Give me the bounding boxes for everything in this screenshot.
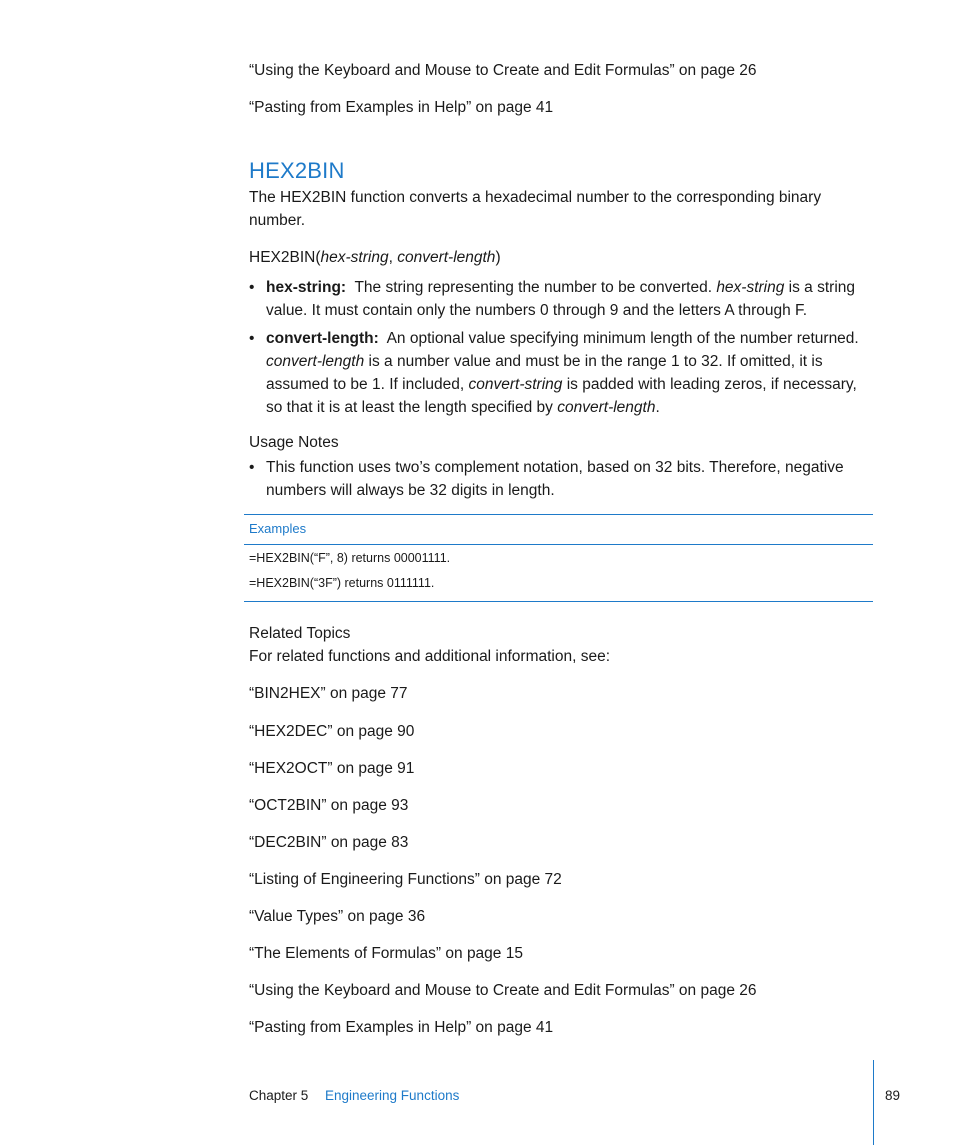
- argument-text: An optional value specifying minimum length of the number returned.: [386, 330, 859, 347]
- bullet-mark: •: [249, 459, 255, 476]
- usage-notes-heading: Usage Notes: [249, 434, 339, 451]
- footer-chapter-name: Engineering Functions: [325, 1088, 460, 1103]
- usage-note-text: This function uses two’s complement notation, based on 32 bits. Therefore, negative numbers will always be 32 digits in length.: [266, 459, 844, 499]
- function-syntax: [249, 246, 501, 269]
- footer-chapter-label: Chapter 5: [249, 1088, 309, 1103]
- argument-name: hex-string:: [266, 279, 347, 296]
- function-description: The HEX2BIN function converts a hexadecimal number to the corresponding binary number.: [249, 189, 822, 229]
- related-link[interactable]: “BIN2HEX” on page 77: [249, 685, 408, 702]
- syntax-separator: ,: [388, 249, 398, 266]
- syntax-arg: convert-length: [397, 249, 496, 266]
- argument-item: [249, 276, 871, 322]
- related-link[interactable]: “Using the Keyboard and Mouse to Create and Edit Formulas” on page 26: [249, 982, 757, 999]
- related-link[interactable]: “OCT2BIN” on page 93: [249, 797, 409, 814]
- usage-note-item: [249, 456, 871, 502]
- footer-divider: [873, 1060, 874, 1145]
- examples-box: [244, 514, 873, 602]
- related-topics-heading: Related Topics: [249, 625, 351, 642]
- cross-reference-link[interactable]: “Using the Keyboard and Mouse to Create and Edit Formulas” on page 26: [249, 62, 757, 79]
- argument-text: is padded with leading zeros, if necessary, so that it is at least the length specified by: [266, 376, 857, 416]
- example-line: =HEX2BIN(“3F”) returns 0111111.: [249, 576, 435, 590]
- related-link[interactable]: “DEC2BIN” on page 83: [249, 834, 409, 851]
- examples-heading: Examples: [249, 521, 307, 536]
- related-topics-intro: For related functions and additional information, see:: [249, 648, 611, 665]
- syntax-arg: hex-string: [320, 249, 389, 266]
- syntax-paren: ): [495, 249, 501, 266]
- section-title: HEX2BIN: [249, 158, 345, 183]
- argument-text: is a string value. It must contain only the numbers 0 through 9 and the letters A through F.: [266, 279, 856, 319]
- argument-ref: convert-string: [468, 376, 563, 393]
- argument-ref: convert-length: [266, 353, 365, 370]
- syntax-paren: (: [315, 249, 321, 266]
- related-link[interactable]: “Pasting from Examples in Help” on page 41: [249, 1019, 554, 1036]
- argument-item: [249, 327, 871, 419]
- related-link[interactable]: “Listing of Engineering Functions” on page 72: [249, 871, 562, 888]
- related-link[interactable]: “HEX2DEC” on page 90: [249, 723, 415, 740]
- cross-reference-link[interactable]: “Pasting from Examples in Help” on page 41: [249, 99, 554, 116]
- bullet-mark: •: [249, 279, 255, 296]
- syntax-function-name: HEX2BIN: [249, 249, 316, 266]
- bullet-mark: •: [249, 330, 255, 347]
- page-number: 89: [885, 1088, 901, 1103]
- argument-ref: hex-string: [716, 279, 785, 296]
- related-link[interactable]: “The Elements of Formulas” on page 15: [249, 945, 523, 962]
- argument-text: is a number value and must be in the range 1 to 32. If omitted, it is assumed to be 1. If included,: [266, 353, 823, 393]
- argument-name: convert-length:: [266, 330, 379, 347]
- argument-ref: convert-length: [557, 399, 656, 416]
- argument-text: The string representing the number to be converted.: [354, 279, 717, 296]
- related-link[interactable]: “HEX2OCT” on page 91: [249, 760, 415, 777]
- examples-divider: [244, 544, 873, 545]
- related-link[interactable]: “Value Types” on page 36: [249, 908, 426, 925]
- example-line: =HEX2BIN(“F”, 8) returns 00001111.: [249, 551, 451, 565]
- argument-text: .: [655, 399, 660, 416]
